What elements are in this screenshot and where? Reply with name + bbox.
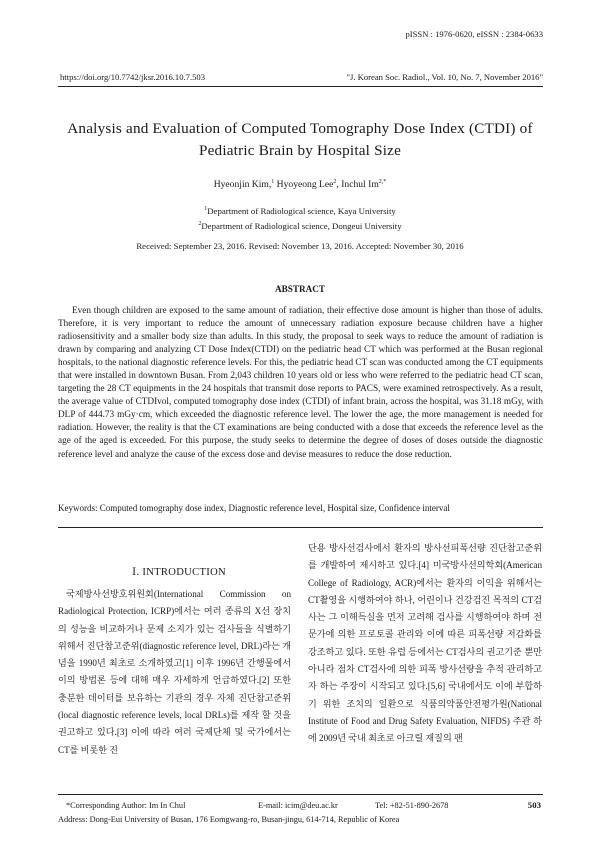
doi-link[interactable]: https://doi.org/10.7742/jksr.2016.10.7.503 — [60, 72, 205, 82]
author-1: Hyeonjin Kim, — [213, 179, 272, 190]
introduction-heading: Ⅰ. INTRODUCTION — [131, 567, 226, 578]
affiliation-1-sup: 1 — [204, 206, 208, 213]
author-2: Hyoyeong Lee — [276, 179, 334, 190]
abstract-body: Even though children are exposed to the same amount of radiation, their effective dose amount is higher than those of adults. Therefore, it is very important to reduce the amount of unnecessary radiation exposure because children have a higher radiosensitivity and a smaller body size than adults. In this study, the proposal to seek ways to reduce the amount of radiation is drawn by comparing and analyzing CT Dose Index(CTDI) on the pediatric head CT which was performed at the Busan regional hospitals, to the national diagnostic reference levels. For this, the pediatric head CT scan was conducted among the CT equipments that were installed in downtown Busan. From 2,043 children 10 years old or less who were referred to the pediatric head CT scan, targeting the 28 CT equipments in the 24 hospitals that transmit dose reports to PACS, were examined retrospectively. As a result, the average value of CTDIvol, computed tomography dose index (CTDI) of infant brain, across the hospital, was 31.18 mGy, with DLP of 444.73 mGy·cm, which exceeded the diagnostic reference level. The lower the age, the more management is needed for radiation. However, the reality is that the CT examinations are being conducted with a dose that exceeds the reference level as the age of the aged is exceeded. For this purpose, the study seeks to determine the degree of doses of doses outside the diagnostic reference level and analyze the cause of the excess dose and devise measures to reduce the dose reduction. — [58, 306, 543, 460]
affiliation-2-sup: 2 — [198, 221, 202, 228]
introduction-left-column: 국제방사선방호위원회(International Commission on Radiological Protection, ICRP)에서는 여러 종류의 X선 장치의 성능을 비교하거나 문제 소지가 있는 검사들을 식별하기 위해서 진단참고준위(diagnostic reference level, DRL)라는 개념을 1990년 최초로 소개하였고[1] 이후 1996년 간행물에서 이의 방법론 등에 대해 매우 자세하게 언급하였다.[2] 또한 충분한 데이터를 보유하는 기관의 경우 자체 진단참고준위(local diagnostic reference levels, local DRLs)를 제작 할 것을 권고하고 있다.[3] 이에 따라 여러 국제단체 및 국가에서는 CT를 비롯한 진 — [58, 589, 291, 755]
corresponding-author: *Corresponding Author: Im In Chul — [66, 801, 186, 810]
abstract-heading: ABSTRACT — [274, 284, 326, 294]
affiliation-2 — [40, 221, 560, 231]
affiliation-2-text: Department of Radiological science, Dongeui University — [201, 221, 402, 231]
introduction-right-column: 단용 방사선검사에서 환자의 방사선피폭선량 진단참고준위를 개발하여 제시하고 있다.[4] 미국방사선의학회(American College of Radiology, ACR)에서는 환자의 이익을 위해서는 CT촬영을 시행하여야 하나, 어린이나 건강검진 목적의 CT검사는 그 이해득실을 먼저 고려해 검사를 시행하여야 하며 전문가에 의한 프로토콜 관리와 이에 따른 피폭선량 저감화를 강조하고 있다. 또한 유럽 등에서는 CT검사의 권고기준 뿐만 아니라 점차 CT검사에 의한 피폭 방사선량을 추적 관리하고자 하는 주장이 시작되고 있다.[5,6] 국내에서도 이에 부합하기 위한 조치의 일환으로 식품의약품안전평가원(National Institute of Food and Drug Safety Evaluation, NIFDS) 주관 하에 2009년 국내 최초로 아크릴 재질의 팬 — [308, 543, 542, 744]
submission-dates: Received: September 23, 2016. Revised: November 13, 2016. Accepted: November 30, 2016 — [136, 241, 464, 251]
author-3-sup: 2,* — [378, 178, 387, 185]
section-divider — [58, 527, 543, 528]
author-phone: Tel: +82-51-890-2678 — [375, 801, 449, 810]
author-address: Address: Dong-Eui University of Busan, 176 Eomgwang-ro, Busan-jingu, 614-714, Republic of Korea — [58, 815, 400, 824]
journal-citation: "J. Korean Soc. Radiol., Vol. 10, No. 7, November 2016" — [346, 72, 543, 82]
author-1-sup: 1 — [271, 178, 275, 185]
author-email[interactable]: E-mail: icim@deu.ac.kr — [258, 801, 338, 810]
title-line-1: Analysis and Evaluation of Computed Tomography Dose Index (CTDI) of — [67, 120, 533, 137]
author-3: Inchul Im — [341, 179, 379, 190]
footer-rule — [58, 794, 543, 795]
issn-line: pISSN : 1976-0620, eISSN : 2384-0633 — [405, 29, 543, 39]
author-list: Hyeonjin Kim,$^1$ Hyoyeong Lee$^2$, Inchul $Im^{2,*}$ — [213, 178, 387, 190]
header-rule — [58, 86, 543, 87]
author-2-sup: 2 — [333, 178, 337, 185]
keywords: Keywords: Computed tomography dose index, Diagnostic reference level, Hospital size, Confidence interval — [58, 503, 450, 513]
paper-title — [40, 118, 560, 162]
affiliation-1-text: Department of Radiological science, Kaya University — [207, 206, 396, 216]
affiliation-1 — [40, 206, 560, 216]
page-number: 503 — [527, 800, 541, 810]
title-line-2: Pediatric Brain by Hospital Size — [198, 142, 402, 159]
